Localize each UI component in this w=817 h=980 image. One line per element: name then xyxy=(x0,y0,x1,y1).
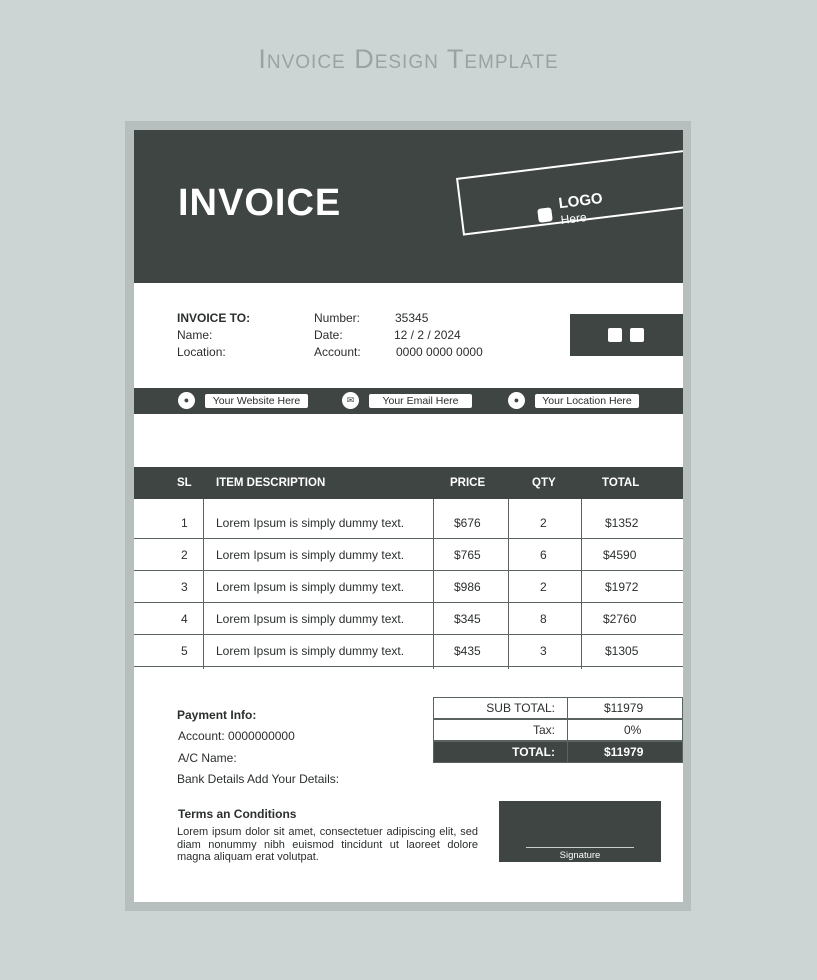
number-value: 35345 xyxy=(395,311,429,325)
row-total: $4590 xyxy=(603,548,637,562)
badge-square-icon xyxy=(608,328,622,342)
name-label: Name: xyxy=(177,328,213,342)
table-row xyxy=(134,539,683,571)
row-description: Lorem Ipsum is simply dummy text. xyxy=(216,548,405,562)
payment-ac-name: A/C Name: xyxy=(178,751,237,765)
items-table-body xyxy=(134,499,683,669)
payment-bank: Bank Details Add Your Details: xyxy=(177,772,340,786)
row-qty: 2 xyxy=(540,580,547,594)
contact-bar xyxy=(134,388,683,414)
header-description: ITEM DESCRIPTION xyxy=(216,477,326,489)
invoice-to-heading: INVOICE TO: xyxy=(177,311,251,325)
subtotal-label: SUB TOTAL: xyxy=(434,698,568,718)
items-table-header xyxy=(134,467,683,499)
terms-body: Lorem ipsum dolor sit amet, consectetuer adipiscing elit, sed diam nonummy nibh euismod tincidunt ut laoreet dolore magna aliquam erat volutpat. xyxy=(177,826,478,863)
row-description: Lorem Ipsum is simply dummy text. xyxy=(216,580,405,594)
website-label: Your Website Here xyxy=(205,394,308,408)
payment-account: Account: 0000000000 xyxy=(178,729,295,743)
signature-label: Signature xyxy=(559,850,601,861)
row-price: $986 xyxy=(454,580,481,594)
table-row xyxy=(134,507,683,539)
invoice-title: INVOICE xyxy=(178,182,342,224)
logo xyxy=(536,188,620,237)
row-sl: 2 xyxy=(181,548,188,562)
location-label: Location: xyxy=(177,345,226,359)
location-pin-icon: ● xyxy=(508,392,525,409)
total-label: TOTAL: xyxy=(434,742,568,762)
row-total: $1352 xyxy=(605,516,639,530)
email-label: Your Email Here xyxy=(369,394,472,408)
subtotal-row xyxy=(433,697,683,719)
page-heading: Invoice Design Template xyxy=(258,44,559,74)
row-sl: 3 xyxy=(181,580,188,594)
signature-line xyxy=(526,847,634,848)
tax-row xyxy=(433,719,683,741)
account-label: Account: xyxy=(314,345,361,359)
row-sl: 4 xyxy=(181,612,188,626)
row-total: $1972 xyxy=(605,580,639,594)
row-qty: 2 xyxy=(540,516,547,530)
row-description: Lorem Ipsum is simply dummy text. xyxy=(216,516,405,530)
invoice-header xyxy=(134,130,683,283)
badge-square-icon xyxy=(630,328,644,342)
row-price: $765 xyxy=(454,548,481,562)
row-sl: 5 xyxy=(181,644,188,658)
row-price: $676 xyxy=(454,516,481,530)
header-price: PRICE xyxy=(450,477,486,489)
date-value: 12 / 2 / 2024 xyxy=(394,328,461,342)
invoice-sheet xyxy=(134,130,683,902)
header-sl: SL xyxy=(177,477,192,489)
subtotal-value: $11979 xyxy=(604,701,644,715)
total-value: $11979 xyxy=(604,745,644,759)
terms-heading: Terms an Conditions xyxy=(178,807,297,821)
header-total: TOTAL xyxy=(602,477,640,489)
row-price: $435 xyxy=(454,644,481,658)
header-badge xyxy=(570,314,683,356)
header-qty: QTY xyxy=(532,477,556,489)
row-qty: 8 xyxy=(540,612,547,626)
table-row xyxy=(134,603,683,635)
row-sl: 1 xyxy=(181,516,188,530)
signature-box xyxy=(499,801,661,862)
tax-value: 0% xyxy=(624,723,642,737)
globe-icon: ● xyxy=(178,392,195,409)
row-price: $345 xyxy=(454,612,481,626)
row-total: $2760 xyxy=(603,612,637,626)
row-description: Lorem Ipsum is simply dummy text. xyxy=(216,644,405,658)
mail-icon: ✉ xyxy=(342,392,359,409)
logo-word: LOGO xyxy=(557,189,604,213)
number-label: Number: xyxy=(314,311,361,325)
date-label: Date: xyxy=(314,328,343,342)
table-row xyxy=(134,635,683,667)
total-row xyxy=(433,741,683,763)
row-total: $1305 xyxy=(605,644,639,658)
tax-label: Tax: xyxy=(434,720,568,740)
logo-square-icon xyxy=(537,207,553,223)
row-qty: 6 xyxy=(540,548,547,562)
location-contact-label: Your Location Here xyxy=(535,394,639,408)
table-row xyxy=(134,571,683,603)
payment-heading: Payment Info: xyxy=(177,708,257,722)
row-description: Lorem Ipsum is simply dummy text. xyxy=(216,612,405,626)
row-qty: 3 xyxy=(540,644,547,658)
logo-sub: Here xyxy=(559,210,588,228)
account-value: 0000 0000 0000 xyxy=(396,345,483,359)
